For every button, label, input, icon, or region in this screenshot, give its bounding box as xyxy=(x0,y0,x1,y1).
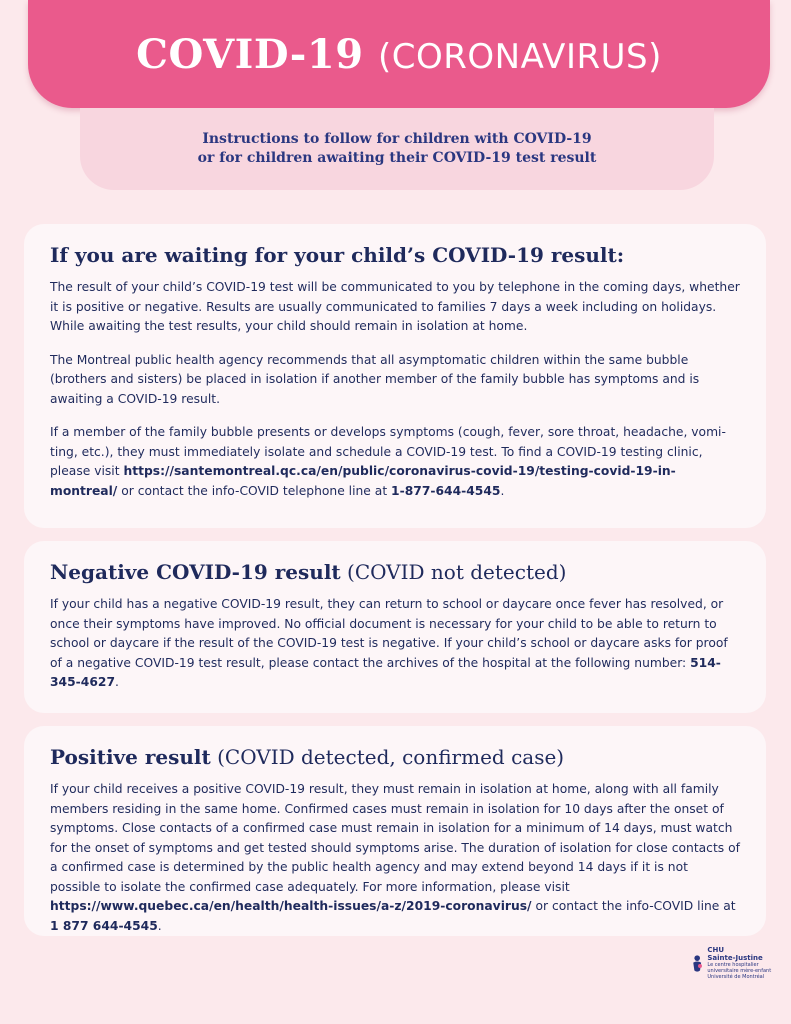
positive-heading-bold: Positive result xyxy=(50,745,211,769)
waiting-p3-end: . xyxy=(500,483,505,498)
negative-heading xyxy=(50,559,740,585)
negative-end: . xyxy=(115,675,119,689)
title-sub: (CORONAVIRUS) xyxy=(378,36,662,77)
positive-heading-light: (COVID detected, confirmed case) xyxy=(210,745,565,769)
negative-text: If your child has a negative COVID-19 result, they can return to school or daycare once fever has resolved, or once their symptoms have improved. No official document is necessary for your child to be able to return to school or daycare if the result of the COVID-19 test is negative. If your child’s school or daycare asks for proof of a negative COVID-19 test result, please contact the archives of the hospital at the following number: xyxy=(50,597,728,670)
title-main: COVID-19 xyxy=(136,30,364,78)
logo-line-1: CHU xyxy=(707,946,725,954)
quebec-info-link[interactable]: https://www.quebec.ca/en/health/health-issues/a-z/2019-coronavirus/ xyxy=(50,899,532,913)
negative-heading-light: (COVID not detected) xyxy=(340,560,567,584)
positive-paragraph xyxy=(50,780,740,936)
waiting-paragraph-2: The Montreal public health agency recommends that all asymptomatic children within the same bubble (brothers and sisters) be placed in isolation if another member of the family bubble has symptoms and is awaiting a COVID-19 result. xyxy=(50,352,700,406)
logo-text xyxy=(707,946,773,980)
info-covid-phone: 1-877-644-4545 xyxy=(391,483,501,498)
positive-text: If your child receives a positive COVID-19 result, they must remain in isolation at home, along with all family members residing in the same home. Confirmed cases must remain in isolation for 10 days after the onset of symptoms. Close contacts of a confirmed case must remain in isolation for a minimum of 14 days, must watch for the onset of symptoms and get tested should symptoms arise. The duration of isolation for close contacts of a confirmed case is determined by the public health agency and may extend beyond 14 days if it is not possible to isolate the confirmed case adequately. For more information, please visit xyxy=(50,782,740,894)
positive-section xyxy=(24,726,766,936)
positive-heading xyxy=(50,744,740,770)
waiting-p3-text-a: If a member of the family bubble presents or develops symptoms (cough, fever, sore throat, headache, vomi-ting, etc.), they must immediately isolate and schedule a COVID-19 test. To find a COVID-19 testing clinic, please visit xyxy=(50,425,726,478)
negative-section xyxy=(24,541,766,713)
waiting-paragraph-3 xyxy=(50,423,740,501)
subtitle-box xyxy=(80,108,714,190)
positive-text-b: or contact the info-COVID line at xyxy=(531,899,736,913)
logo-line-4: Université de Montréal xyxy=(707,974,765,980)
logo-line-2: Sainte-Justine xyxy=(707,954,763,962)
logo-line-3: Le centre hospitalier universitaire mère-enfant xyxy=(707,962,772,974)
negative-paragraph xyxy=(50,595,740,693)
waiting-section xyxy=(24,224,766,528)
subtitle-line-2: or for children awaiting their COVID-19 test result xyxy=(197,150,597,166)
title-banner xyxy=(28,0,770,108)
waiting-paragraph-1: The result of your child’s COVID-19 test will be communicated to you by telephone in the coming days, whether it is positive or negative. Results are usually communicated to families 7 days a week including on holidays. While awaiting the test results, your child should remain in isolation at home. xyxy=(50,280,740,333)
subtitle-line-1: Instructions to follow for children with COVID-19 xyxy=(202,131,592,147)
waiting-p3-text-b: or contact the info-COVID telephone line at xyxy=(117,483,392,498)
chu-logo-icon xyxy=(691,946,703,986)
testing-clinic-link[interactable]: https://santemontreal.qc.ca/en/public/coronavirus-covid-19/testing-covid-19-in-montreal/ xyxy=(50,464,676,498)
archives-phone: 514-345-4627 xyxy=(50,655,721,689)
info-covid-line-phone: 1 877 644-4545 xyxy=(50,918,158,933)
positive-end: . xyxy=(157,918,162,933)
negative-heading-bold: Negative COVID-19 result xyxy=(50,560,341,584)
waiting-heading: If you are waiting for your child’s COVID-19 result: xyxy=(50,243,625,267)
chu-sainte-justine-logo xyxy=(691,946,773,1012)
page-title xyxy=(136,31,662,78)
